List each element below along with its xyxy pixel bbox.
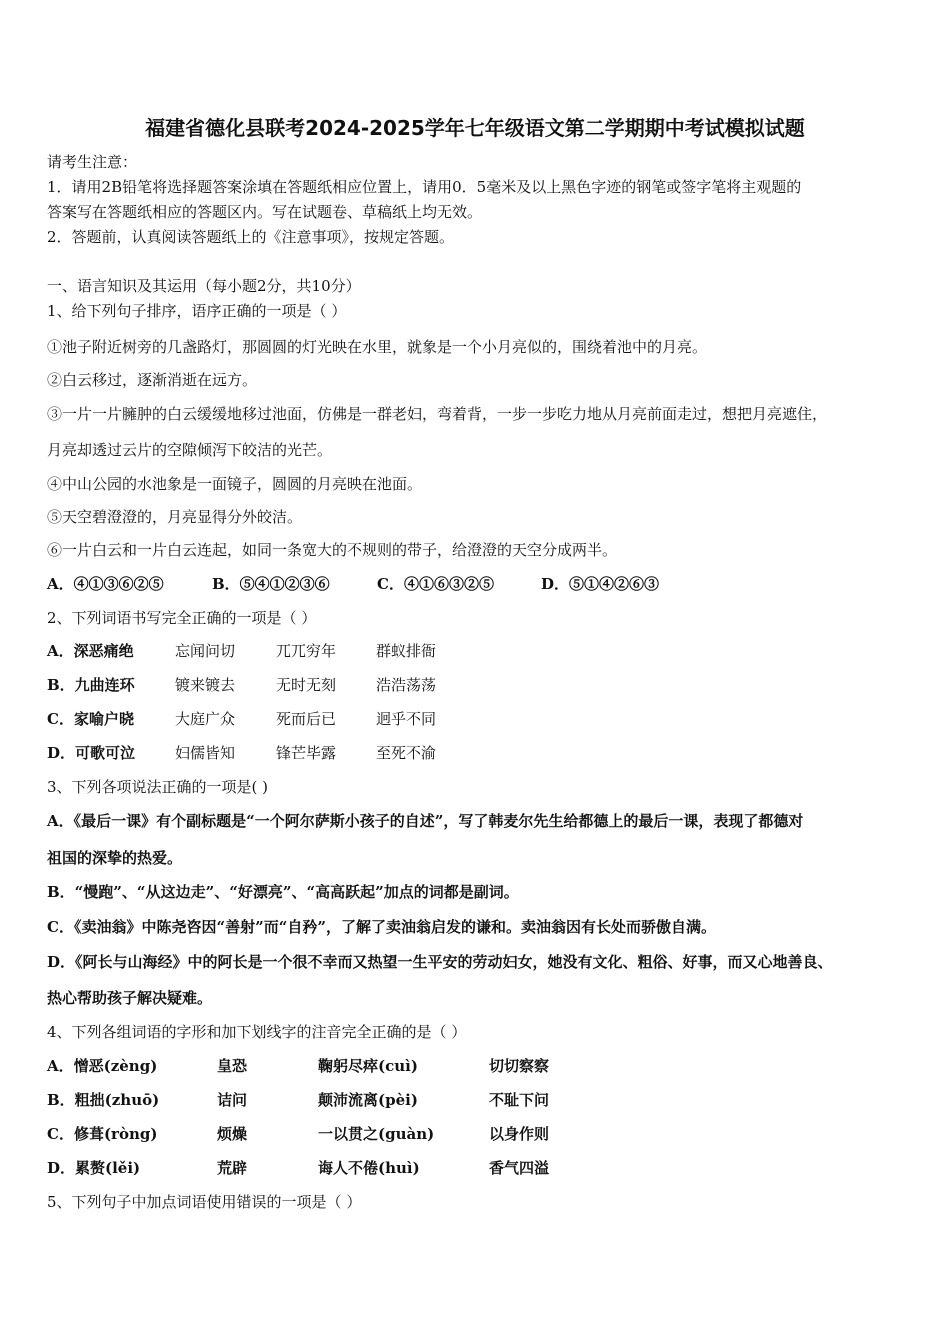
question-2-stem: 2、下列词语书写完全正确的一项是（ ）	[47, 609, 317, 627]
word: 至死不渝	[376, 744, 437, 762]
word: 无时无刻	[276, 676, 337, 694]
word: 诘问	[217, 1091, 248, 1109]
word: B．九曲连环	[47, 676, 135, 694]
question-5-stem: 5、下列句子中加点词语使用错误的一项是（ ）	[47, 1193, 362, 1211]
question-1-sentence-2: ②白云移过，逐渐消逝在远方。	[47, 371, 258, 389]
word: 锋芒毕露	[276, 744, 337, 762]
word: 香气四溢	[489, 1159, 550, 1177]
question-1-sentence-1: ①池子附近树旁的几盏路灯，那圆圆的灯光映在水里，就象是一个小月亮似的，围绕着池中的月亮。	[47, 338, 708, 356]
notice-heading: 请考生注意：	[47, 153, 138, 171]
question-3-option-b: B．“慢跑”、“从这边走”、“好漂亮”、“高高跃起”加点的词都是副词。	[47, 883, 519, 901]
question-3-stem: 3、下列各项说法正确的一项是( )	[47, 778, 269, 796]
question-3-option-d-cont: 热心帮助孩子解决疑难。	[47, 989, 213, 1007]
option-d: D．⑤①④②⑥③	[541, 575, 660, 593]
word: 诲人不倦(huì)	[318, 1159, 420, 1177]
question-1-sentence-4: ④中山公园的水池象是一面镜子，圆圆的月亮映在池面。	[47, 475, 423, 493]
notice-line-2: 2．答题前，认真阅读答题纸上的《注意事项》，按规定答题。	[47, 228, 455, 246]
word: 兀兀穷年	[276, 642, 337, 660]
section-heading: 一、语言知识及其运用（每小题2分，共10分）	[47, 277, 361, 295]
word: A．深恶痛绝	[47, 642, 134, 660]
question-1-sentence-6: ⑥一片白云和一片白云连起，如同一条宽大的不规则的带子，给澄澄的天空分成两半。	[47, 541, 618, 559]
word: 颠沛流离(pèi)	[318, 1091, 418, 1109]
word: 迥乎不同	[376, 710, 437, 728]
option-a: A．④①③⑥②⑤	[47, 575, 164, 593]
word: 鞠躬尽瘁(cuì)	[318, 1057, 418, 1075]
question-3-option-a-cont: 祖国的深挚的热爱。	[47, 849, 183, 867]
question-3-option-c: C．《卖油翁》中陈尧咨因“善射”而“自矜”，了解了卖油翁启发的谦和。卖油翁因有长处而骄傲自满。	[47, 918, 716, 936]
word: 荒辟	[217, 1159, 248, 1177]
question-1-stem: 1、给下列句子排序，语序正确的一项是（ ）	[47, 302, 347, 320]
word: D．可歌可泣	[47, 744, 136, 762]
option-c: C．④①⑥③②⑤	[377, 575, 494, 593]
question-1-sentence-3: ③一片一片臃肿的白云缓缓地移过池面，仿佛是一群老妇，弯着背，一步一步吃力地从月亮前面走过，想把月亮遮住，	[47, 405, 828, 423]
word: 死而后已	[276, 710, 337, 728]
notice-line-1: 1．请用2B铅笔将选择题答案涂填在答题纸相应位置上，请用0．5毫米及以上黑色字迹的钢笔或签字笔将主观题的	[47, 178, 802, 196]
word: 妇儒皆知	[175, 744, 236, 762]
word: A．憎恶(zèng)	[47, 1057, 158, 1075]
word: 以身作则	[489, 1125, 550, 1143]
word: C．修葺(ròng)	[47, 1125, 158, 1143]
question-4-stem: 4、下列各组词语的字形和加下划线字的注音完全正确的是（ ）	[47, 1023, 467, 1041]
word: D．累赘(lěi)	[47, 1159, 141, 1177]
option-b: B．⑤④①②③⑥	[212, 575, 330, 593]
word: 烦燥	[217, 1125, 248, 1143]
exam-title: 福建省德化县联考2024-2025学年七年级语文第二学期期中考试模拟试题	[145, 116, 805, 140]
word: 一以贯之(guàn)	[318, 1125, 435, 1143]
word: 忘闻问切	[175, 642, 236, 660]
word: 大庭广众	[175, 710, 236, 728]
word: 群蚁排衙	[376, 642, 437, 660]
question-1-sentence-3-cont: 月亮却透过云片的空隙倾泻下皎洁的光芒。	[47, 441, 333, 459]
question-3-option-a: A．《最后一课》有个副标题是“一个阿尔萨斯小孩子的自述”，写了韩麦尔先生给都德上的最后一课，表现了都德对	[47, 812, 804, 830]
question-1-sentence-5: ⑤天空碧澄澄的，月亮显得分外皎洁。	[47, 508, 303, 526]
word: B．粗拙(zhuō)	[47, 1091, 160, 1109]
word: 不耻下问	[489, 1091, 550, 1109]
word: 皇恐	[217, 1057, 248, 1075]
word: 镀来镀去	[175, 676, 236, 694]
word: 浩浩荡荡	[376, 676, 437, 694]
word: 切切察察	[489, 1057, 550, 1075]
notice-line-1-cont: 答案写在答题纸相应的答题区内。写在试题卷、草稿纸上均无效。	[47, 203, 483, 221]
question-3-option-d: D．《阿长与山海经》中的阿长是一个很不幸而又热望一生平安的劳动妇女，她没有文化、粗俗、好事，而又心地善良、	[47, 953, 833, 971]
word: C．家喻户晓	[47, 710, 134, 728]
